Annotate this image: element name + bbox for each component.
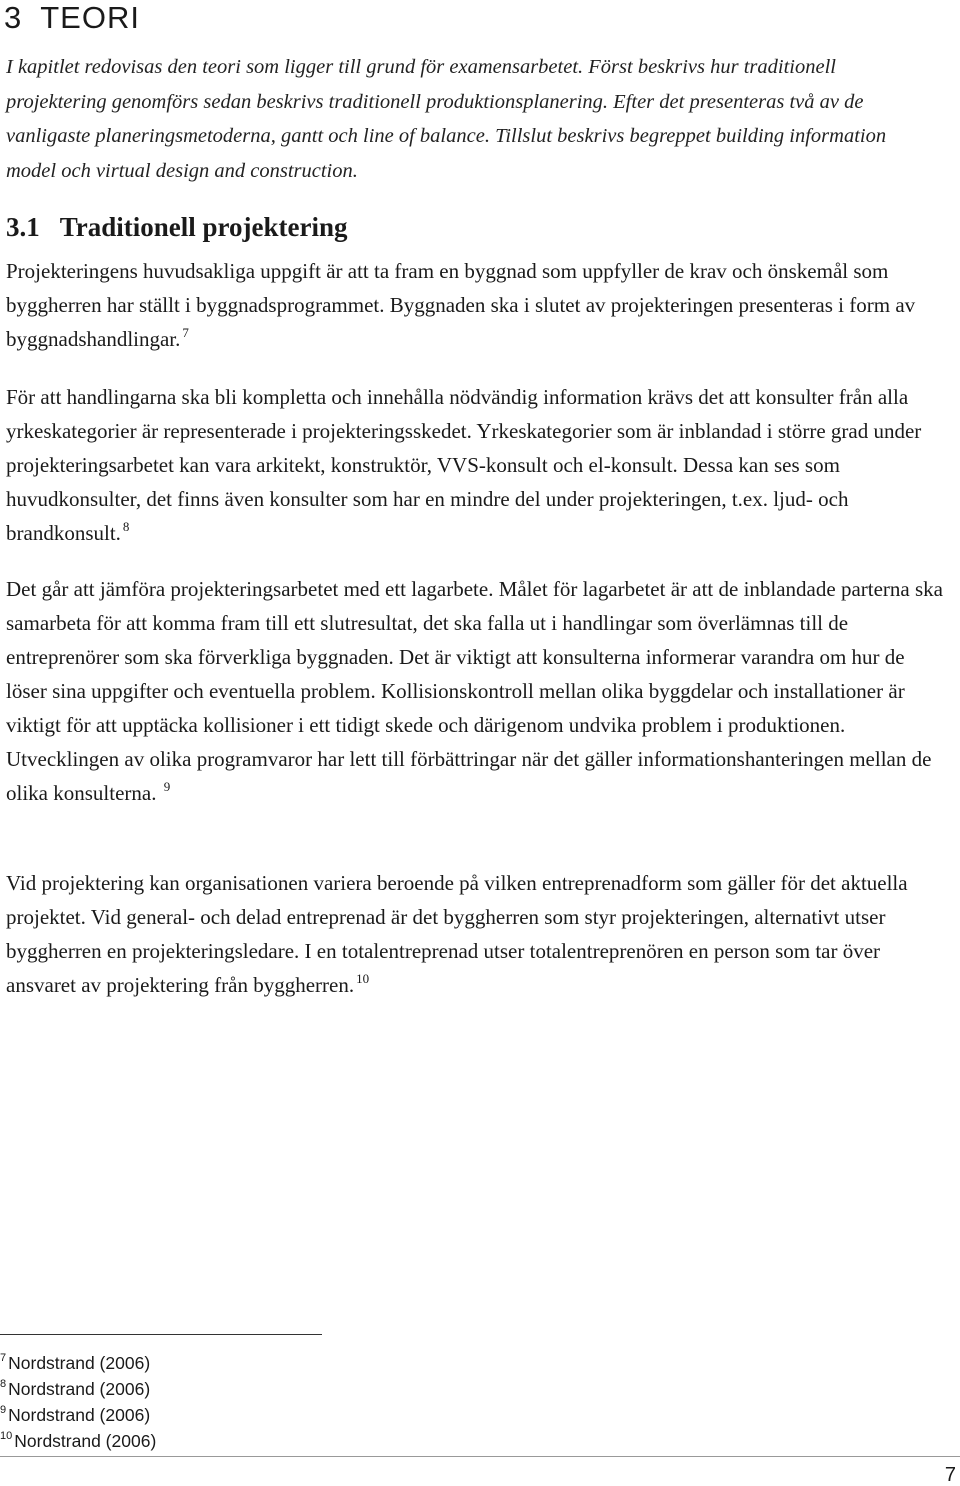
section-number: 3.1 <box>6 212 40 242</box>
footnote-item <box>0 1402 156 1428</box>
page-footer-rule <box>0 1456 960 1457</box>
paragraph-text: Vid projektering kan organisationen variera beroende på vilken entreprenadform som gäller för det aktuella projektet. Vid general- och delad entreprenad är det byggherren som styr projekteringen, alternativt utser byggherren en projekteringsledare. I en totalentreprenad utser totalentreprenören en person som tar över ansvaret av projektering från byggherren. <box>6 871 908 997</box>
paragraph-text: För att handlingarna ska bli kompletta och innehålla nödvändig information krävs det att konsulter från alla yrkeskategorier är representerade i projekteringsskedet. Yrkeskategorier som är inblandad i större grad under projekteringsarbetet kan vara arkitekt, konstruktör, VVS-konsult och el-konsult. Dessa kan ses som huvudkonsulter, det finns även konsulter som har en mindre del under projekteringen, t.ex. ljud- och brandkonsult. <box>6 385 922 545</box>
body-paragraph <box>6 380 946 550</box>
chapter-intro: I kapitlet redovisas den teori som ligger till grund för examensarbetet. Först beskrivs hur traditionell projektering genomförs sedan beskrivs traditionell produktionsplanering. Efter det presenteras två av de vanligaste planeringsmetoderna, gantt och line of balance. Tillslut beskrivs begreppet building information model och virtual design and construction. <box>6 56 887 182</box>
footnote-item <box>0 1428 156 1454</box>
footnote-number: 7 <box>0 1352 7 1364</box>
paragraph-text: Projekteringens huvudsakliga uppgift är att ta fram en byggnad som uppfyller de krav och önskemål som byggherren har ställt i byggnadsprogrammet. Byggnaden ska i slutet av projekteringen presenteras i form av byggnadshandlingar. <box>6 259 916 351</box>
footnote-item <box>0 1376 156 1402</box>
paragraph-text: Det går att jämföra projekteringsarbetet med ett lagarbete. Målet för lagarbetet är att de inblandade parterna ska samarbeta för att komma fram till ett slutresultat, det ska falla ut i handlingar som överlämnas till de entreprenörer som ska förverkliga byggnaden. Det är viktigt att konsulterna informerar varandra om hur de löser sina uppgifter och eventuella problem. Kollisionskontroll mellan olika byggdelar och installationer är viktigt för att upptäcka kollisioner i ett tidigt skede och därigenom undvika problem i produktionen. Utvecklingen av olika programvaror har lett till förbättringar när det gäller informationshanteringen mellan de olika konsulterna. <box>6 577 943 805</box>
chapter-title: TEORI <box>40 0 140 35</box>
section-heading <box>6 208 347 246</box>
footnote-reference[interactable]: 9 <box>163 779 171 794</box>
body-paragraph <box>6 254 946 356</box>
footnote-text: Nordstrand (2006) <box>8 1379 151 1399</box>
footnote-separator <box>0 1334 322 1335</box>
footnote-reference[interactable]: 10 <box>356 971 370 986</box>
chapter-number: 3 <box>4 0 23 35</box>
page-number: 7 <box>944 1464 956 1486</box>
section-title: Traditionell projektering <box>59 212 348 242</box>
footnote-reference[interactable]: 8 <box>122 519 130 534</box>
footnote-number: 8 <box>0 1378 7 1390</box>
footnote-item <box>0 1350 156 1376</box>
footnote-reference[interactable]: 7 <box>182 325 189 340</box>
body-paragraph <box>6 572 946 810</box>
footnote-number: 9 <box>0 1404 7 1416</box>
footnote-list <box>0 1350 156 1454</box>
body-paragraph <box>6 866 946 1002</box>
footnote-number: 10 <box>0 1430 13 1442</box>
footnote-text: Nordstrand (2006) <box>14 1431 157 1451</box>
footnote-text: Nordstrand (2006) <box>8 1353 151 1373</box>
footnote-text: Nordstrand (2006) <box>8 1405 151 1425</box>
chapter-heading <box>4 0 140 36</box>
